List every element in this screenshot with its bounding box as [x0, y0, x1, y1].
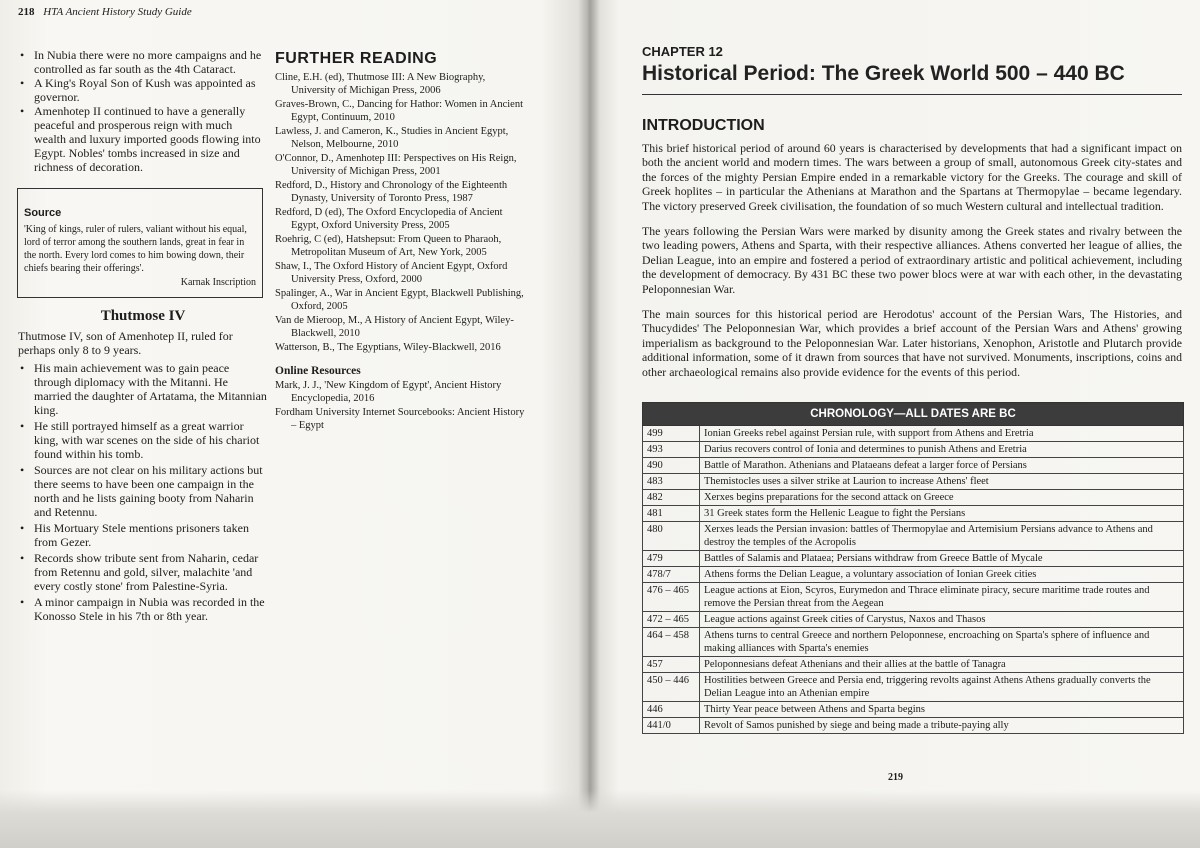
table-row [643, 673, 1184, 702]
year-cell: 499 [643, 426, 700, 442]
year-cell: 478/7 [643, 567, 700, 583]
running-title: HTA Ancient History Study Guide [43, 6, 192, 18]
table-row [643, 628, 1184, 657]
reference-item: Van de Mieroop, M., A History of Ancient Egypt, Wiley-Blackwell, 2010 [275, 315, 514, 339]
source-quote: 'King of kings, ruler of rulers, valiant without his equal, lord of terror among the southern lands, great in fear in the north. Every lord comes to him bowing down, their chiefs bearing their offerings'. [24, 224, 247, 274]
event-cell: Xerxes begins preparations for the second attack on Greece [700, 490, 1184, 506]
paragraph: The main sources for this historical period are Herodotus' account of the Persian Wars, The Histories, and Thucydides' The Peloponnesian War, which provides a brief account of the Persian Wars and Athens' growing imperialism as background to the Peloponnesian War. Later historians, Xenophon, Aristotle and Plutarch provide additional information, some of it drawn from sources that have not survived. Monuments, inscriptions, coins and other archaeological remains also provide evidence for the events of this period. [642, 307, 1182, 379]
event-cell: Themistocles uses a silver strike at Laurion to increase Athens' fleet [700, 474, 1184, 490]
reference-item: Cline, E.H. (ed), Thutmose III: A New Biography, University of Michigan Press, 2006 [275, 72, 486, 96]
chronology-table [642, 402, 1184, 734]
source-attribution: Karnak Inscription [180, 277, 256, 288]
event-cell: Ionian Greeks rebel against Persian rule, with support from Athens and Eretria [700, 426, 1184, 442]
reference-list [275, 72, 527, 355]
event-cell: Thirty Year peace between Athens and Sparta begins [700, 702, 1184, 718]
reference-item: Roehrig, C (ed), Hatshepsut: From Queen to Pharaoh, Metropolitan Museum of Art, New York, 2005 [275, 234, 502, 258]
table-row [643, 718, 1184, 734]
table-row [643, 442, 1184, 458]
table-row [643, 612, 1184, 628]
table-row [643, 551, 1184, 567]
thutmose-section [18, 308, 268, 625]
right-page [588, 0, 1200, 848]
online-resources [275, 365, 527, 433]
source-box [17, 188, 263, 298]
paragraph: This brief historical period of around 60 years is characterised by developments that had a significant impact on both the ancient world and modern times. The wars between a group of small, autonomous Greek city-states and the forces of the mighty Persian Empire ended in a remarkable victory for the Greeks. The courage and skill of Greek hoplites – in particular the Athenians at Marathon and the Spartans at Thermopylae – became legendary. The victory preserved Greek civilisation, the foundation of so much Western cultural and intellectual tradition. [642, 141, 1182, 213]
left-page [0, 0, 588, 848]
event-cell: League actions at Eion, Scyros, Eurymedon and Thrace eliminate piracy, secure maritime trade routes and remove the Persian threat from the Aegean [700, 583, 1184, 612]
event-cell: League actions against Greek cities of Carystus, Naxos and Thasos [700, 612, 1184, 628]
reference-item: Fordham University Internet Sourcebooks: Ancient History – Egypt [275, 407, 525, 431]
table-row [643, 567, 1184, 583]
year-cell: 480 [643, 522, 700, 551]
reference-item: Redford, D (ed), The Oxford Encyclopedia of Ancient Egypt, Oxford University Press, 2005 [275, 207, 503, 231]
reference-item: Shaw, I., The Oxford History of Ancient Egypt, Oxford University Press, Oxford, 2000 [275, 261, 508, 285]
year-cell: 481 [643, 506, 700, 522]
list-item: • In Nubia there were no more campaigns and he controlled as far south as the 4th Cataract. [18, 48, 266, 76]
year-cell: 472 – 465 [643, 612, 700, 628]
table-row [643, 474, 1184, 490]
list-item: • Records show tribute sent from Naharin, cedar from Retennu and gold, silver, malachite 'and every costly stone' from Palestine-Syria. [18, 551, 268, 593]
event-cell: Xerxes leads the Persian invasion: battles of Thermopylae and Artemisium Persians advance to Athens and destroy the temples of the Acropolis [700, 522, 1184, 551]
page-number-left: 218 [18, 6, 35, 18]
list-item: • Amenhotep II continued to have a generally peaceful and prosperous reign with much wealth and luxury imported goods flowing into Egypt. Nobles' tombs increased in size and richness of decoration. [18, 104, 266, 174]
introduction-heading: INTRODUCTION [642, 117, 765, 134]
event-cell: Battles of Salamis and Plataea; Persians withdraw from Greece Battle of Mycale [700, 551, 1184, 567]
reference-item: Redford, D., History and Chronology of the Eighteenth Dynasty, University of Toronto Press, 1987 [275, 180, 508, 204]
event-cell: Battle of Marathon. Athenians and Plataeans defeat a larger force of Persians [700, 458, 1184, 474]
list-item: • His main achievement was to gain peace through diplomacy with the Mitanni. He married the daughter of Artatama, the Mitannian king. [18, 361, 268, 417]
list-item: • His Mortuary Stele mentions prisoners taken from Gezer. [18, 521, 268, 549]
year-cell: 457 [643, 657, 700, 673]
chapter-label: CHAPTER 12 [642, 44, 723, 59]
event-cell: Peloponnesians defeat Athenians and their allies at the battle of Tanagra [700, 657, 1184, 673]
source-title: Source [24, 207, 62, 219]
year-cell: 482 [643, 490, 700, 506]
table-row [643, 522, 1184, 551]
year-cell: 476 – 465 [643, 583, 700, 612]
page-bottom-shadow [0, 790, 1200, 848]
table-row [643, 506, 1184, 522]
list-item: • He still portrayed himself as a great warrior king, with war scenes on the side of his chariot found within his tomb. [18, 419, 268, 461]
further-reading [275, 48, 527, 434]
bullet-list-thutmose [18, 361, 268, 623]
bullet-list-amenhotep [18, 48, 266, 174]
list-item: • Sources are not clear on his military actions but there seems to have been one campaign in the north and he lists gaining booty from Naharin and Retennu. [18, 463, 268, 519]
reference-item: Mark, J. J., 'New Kingdom of Egypt', Ancient History Encyclopedia, 2016 [275, 380, 502, 404]
table-row [643, 657, 1184, 673]
event-cell: 31 Greek states form the Hellenic League to fight the Persians [700, 506, 1184, 522]
table-row [643, 458, 1184, 474]
table-row [643, 490, 1184, 506]
year-cell: 490 [643, 458, 700, 474]
year-cell: 483 [643, 474, 700, 490]
year-cell: 441/0 [643, 718, 700, 734]
reference-item: Lawless, J. and Cameron, K., Studies in Ancient Egypt, Nelson, Melbourne, 2010 [275, 126, 509, 150]
event-cell: Revolt of Samos punished by siege and being made a tribute-paying ally [700, 718, 1184, 734]
running-header [18, 6, 192, 18]
table-row [643, 426, 1184, 442]
table-row [643, 583, 1184, 612]
chapter-title: Historical Period: The Greek World 500 – 440 BC [642, 62, 1182, 95]
page-number-right: 219 [888, 772, 903, 783]
list-item: • A minor campaign in Nubia was recorded in the Konosso Stele in his 7th or 8th year. [18, 595, 268, 623]
section-intro: Thutmose IV, son of Amenhotep II, ruled for perhaps only 8 to 9 years. [18, 329, 233, 357]
book-gutter [578, 0, 600, 848]
left-column [18, 48, 266, 174]
reference-item: Graves-Brown, C., Dancing for Hathor: Women in Ancient Egypt, Continuum, 2010 [275, 99, 523, 123]
further-reading-heading: FURTHER READING [275, 50, 438, 67]
reference-item: Spalinger, A., War in Ancient Egypt, Blackwell Publishing, Oxford, 2005 [275, 288, 524, 312]
section-heading: Thutmose IV [100, 308, 186, 324]
table-row [643, 702, 1184, 718]
reference-item: Watterson, B., The Egyptians, Wiley-Blackwell, 2016 [275, 342, 501, 353]
chronology-heading: CHRONOLOGY—ALL DATES ARE BC [643, 403, 1184, 426]
reference-item: O'Connor, D., Amenhotep III: Perspectives on His Reign, University of Michigan Press, 2001 [275, 153, 517, 177]
event-cell: Hostilities between Greece and Persia end, triggering revolts against Athens Athens gradually converts the Delian League into an Athenian empire [700, 673, 1184, 702]
online-resources-heading: Online Resources [275, 364, 361, 377]
paragraph: The years following the Persian Wars were marked by disunity among the Greek states and rivalry between the two leading powers, Athens and Sparta, with their respective alliances. Athens converted her league of allies, the Delian League, into an empire and fostered a period of extraordinary artistic and political achievement, including the development of democracy. By 431 BC these two power blocs were at war with each other, in the devastating Peloponnesian War. [642, 224, 1182, 296]
event-cell: Darius recovers control of Ionia and determines to punish Athens and Eretria [700, 442, 1184, 458]
year-cell: 446 [643, 702, 700, 718]
event-cell: Athens forms the Delian League, a voluntary association of Ionian Greek cities [700, 567, 1184, 583]
year-cell: 464 – 458 [643, 628, 700, 657]
event-cell: Athens turns to central Greece and northern Peloponnese, encroaching on Sparta's sphere of influence and making alliances with Sparta's enemies [700, 628, 1184, 657]
year-cell: 493 [643, 442, 700, 458]
year-cell: 479 [643, 551, 700, 567]
introduction-body [642, 141, 1182, 390]
list-item: • A King's Royal Son of Kush was appointed as governor. [18, 76, 266, 104]
year-cell: 450 – 446 [643, 673, 700, 702]
